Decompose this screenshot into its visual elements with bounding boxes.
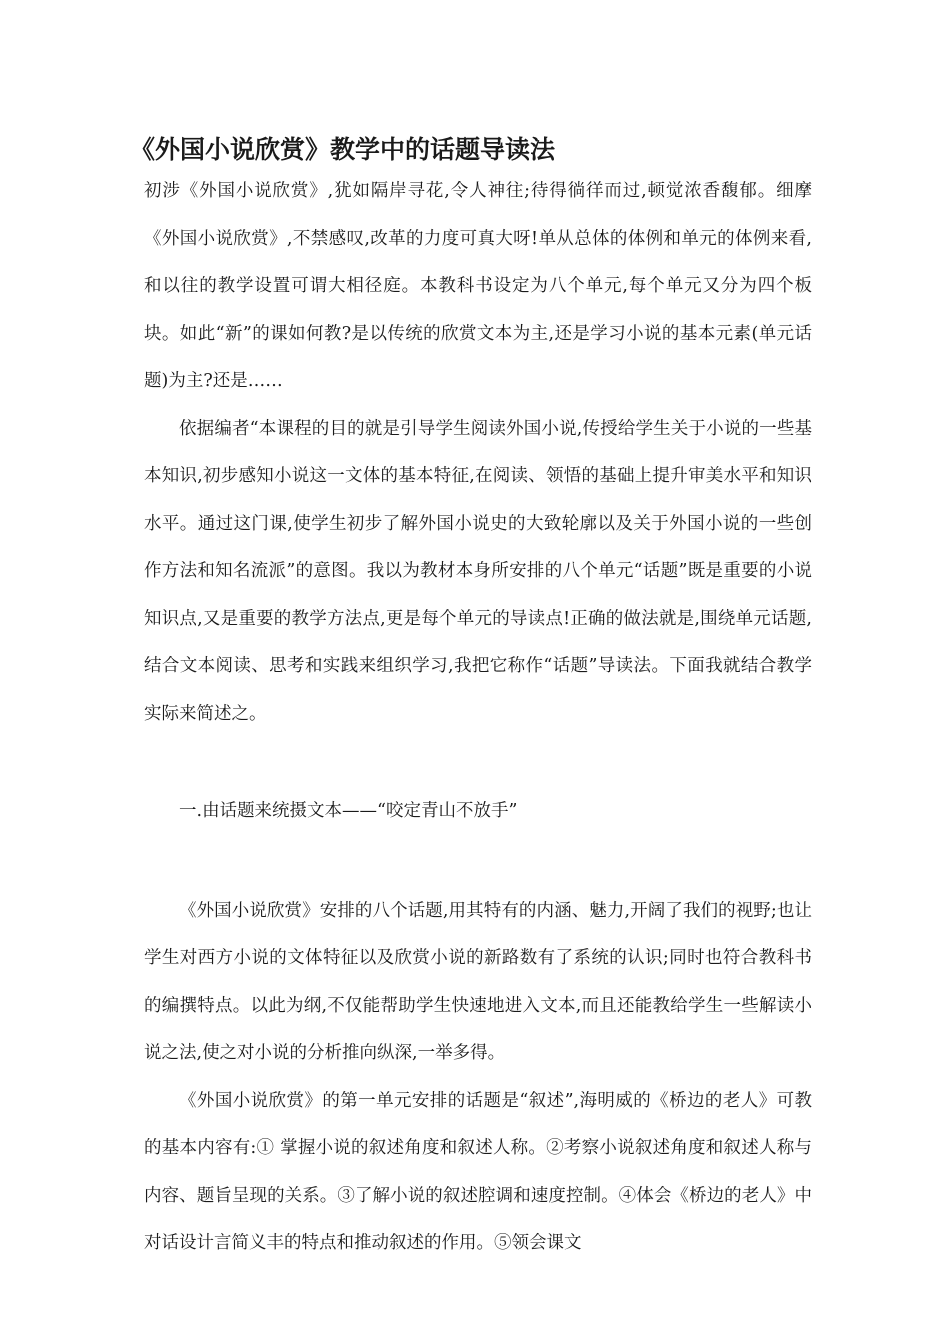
paragraph-editor-intent: 依据编者“本课程的目的就是引导学生阅读外国小说,传授给学生关于小说的一些基本知识,初步感知小说这一文体的基本特征,在阅读、领悟的基础上提升审美水平和知识水平。通过这门课,使学生初步了解外国小说史的大致轮廓以及关于外国小说的一些创作方法和知名流派”的意图。我以为教材本身所安排的八个单元“话题”既是重要的小说知识点,又是重要的教学方法点,更是每个单元的导读点!正确的做法就是,围绕单元话题,结合文本阅读、思考和实践来组织学习,我把它称作“话题”导读法。下面我就结合教学实际来简述之。 [144, 418, 812, 724]
spacer [144, 836, 812, 888]
paragraph-intro: 初涉《外国小说欣赏》,犹如隔岸寻花,令人神往;待得徜徉而过,顿觉浓香馥郁。细摩《外国小说欣赏》,不禁感叹,改革的力度可真大呀!单从总体的体例和单元的体例来看,和以往的教学设置可谓大相径庭。本教科书设定为八个单元,每个单元又分为四个板块。如此“新”的课如何教?是以传统的欣赏文本为主,还是学习小说的基本元素(单元话题)为主?还是…… [144, 181, 812, 391]
spacer [144, 738, 812, 788]
document-title: 《外国小说欣赏》教学中的话题导读法 [130, 135, 556, 164]
section-heading-1: 一.由话题来统摄文本——“咬定青山不放手” [179, 801, 518, 821]
paragraph-unit-one: 《外国小说欣赏》的第一单元安排的话题是“叙述”,海明威的《桥边的老人》可教的基本内容有:① 掌握小说的叙述角度和叙述人称。②考察小说叙述角度和叙述人称与内容、题旨呈现的关系。③了解小说的叙述腔调和速度控制。④体会《桥边的老人》中对话设计言简义丰的特点和推动叙述的作用。⑤领会课文 [144, 1090, 812, 1253]
paragraph-eight-topics: 《外国小说欣赏》安排的八个话题,用其特有的内涵、魅力,开阔了我们的视野;也让学生对西方小说的文体特征以及欣赏小说的新路数有了系统的认识;同时也符合教科书的编撰特点。以此为纲,不仅能帮助学生快速地进入文本,而且还能教给学生一些解读小说之法,使之对小说的分析推向纵深,一举多得。 [144, 900, 812, 1063]
document-body [144, 168, 812, 1268]
